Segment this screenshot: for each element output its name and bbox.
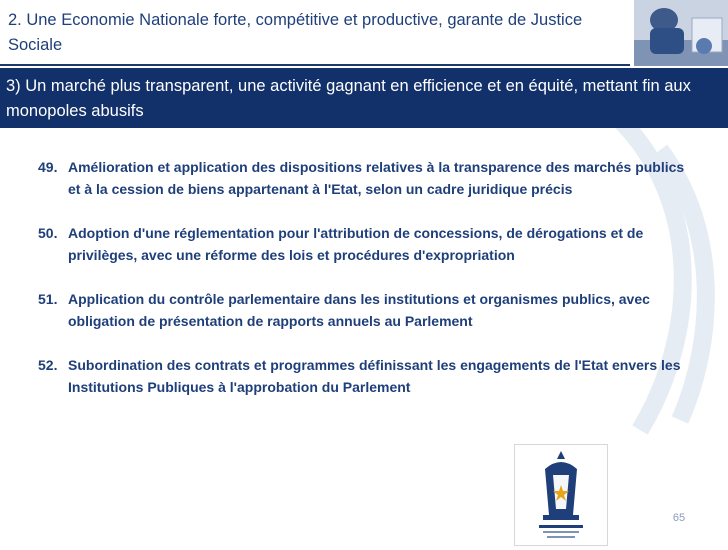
list-item — [38, 288, 688, 332]
item-number: 52. — [38, 357, 58, 373]
section-title: 2. Une Economie Nationale forte, compétitive et productive, garante de Justice Sociale — [8, 11, 583, 54]
list-item — [38, 156, 688, 200]
item-text: Application du contrôle parlementaire dans les institutions et organismes publics, avec obligation de présentation de rapports annuels au Parlement — [68, 291, 650, 329]
item-text: Amélioration et application des dispositions relatives à la transparence des marchés publics et à la cession de biens appartenant à l'Etat, selon un cadre juridique précis — [68, 159, 685, 197]
page-number: 65 — [672, 512, 686, 524]
measures-list — [38, 156, 688, 420]
list-item — [38, 354, 688, 398]
party-lantern-logo-icon — [514, 444, 608, 546]
worker-photo-icon — [634, 0, 728, 66]
subsection-title: 3) Un marché plus transparent, une activité gagnant en efficience et en équité, mettant fin aux monopoles abusifs — [6, 77, 691, 120]
item-number: 50. — [38, 225, 58, 241]
item-text: Subordination des contrats et programmes définissant les engagements de l'Etat envers les Institutions Publiques à l'approbation du Parlement — [68, 357, 681, 395]
list-item — [38, 222, 688, 266]
item-text: Adoption d'une réglementation pour l'attribution de concessions, de dérogations et de privilèges, avec une réforme des lois et procédures d'expropriation — [68, 225, 644, 263]
item-number: 49. — [38, 159, 58, 175]
item-number: 51. — [38, 291, 58, 307]
